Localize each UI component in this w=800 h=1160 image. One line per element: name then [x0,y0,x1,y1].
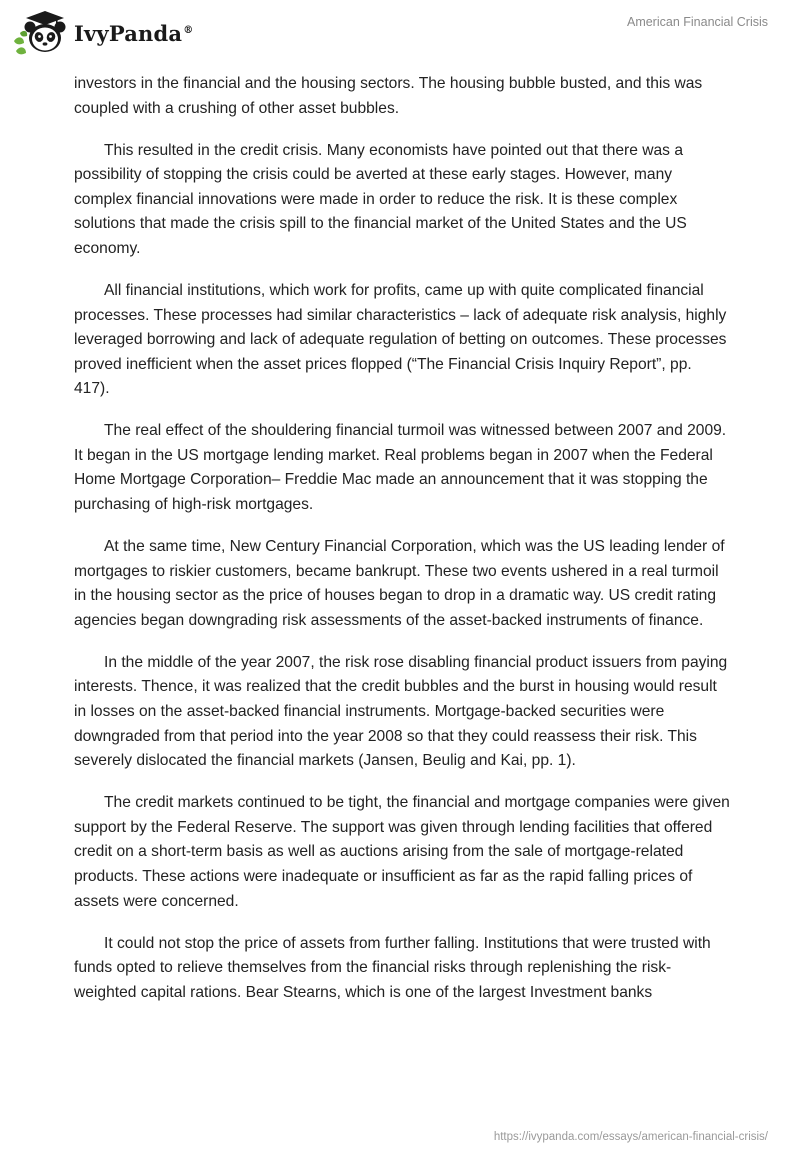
paragraph: investors in the financial and the housing sectors. The housing bubble busted, and this was coupled with a crushing of other asset bubbles. [74,75,703,117]
paragraph: It could not stop the price of assets from further falling. Institutions that were trusted with funds opted to relieve themselves from the financial risks through replenishing the risk-weighted capital rations. Bear Stearns, which is one of the largest Investment banks [74,934,711,1001]
paragraph: The credit markets continued to be tight, the financial and mortgage companies were given support by the Federal Reserve. The support was given through lending facilities that offered credit on a short-term basis as well as auctions arising from the sale of mortgage-related products. These actions were inadequate or insufficient as far as the rapid falling prices of assets were concerned. [74,794,730,910]
paragraph: All financial institutions, which work for profits, came up with quite complicated financial processes. These processes had similar characteristics – lack of adequate risk analysis, highly leveraged borrowing and lack of adequate regulation of betting on outcomes. These processes proved inefficient when the asset prices flopped (“The Financial Crisis Inquiry Report”, pp. 417). [74,281,727,398]
paragraph: This resulted in the credit crisis. Many economists have pointed out that there was a possibility of stopping the crisis could be averted at these early stages. However, many complex financial innovations were made in order to reduce the risk. It is these complex solutions that made the crisis spill to the financial market of the United States and the US economy. [74,141,687,257]
essay-body [74,72,730,1023]
source-url[interactable]: https://ivypanda.com/essays/american-financial-crisis/ [493,1131,768,1143]
paragraph: The real effect of the shouldering financial turmoil was witnessed between 2007 and 2009. It began in the US mortgage lending market. Real problems began in 2007 when the Federal Home Mortgage Corporation– Freddie Mac made an announcement that it was stopping the purchasing of high-risk mortgages. [74,422,727,514]
registered-mark: ® [183,24,194,36]
panda-mascot-icon [12,7,70,57]
paragraph: In the middle of the year 2007, the risk rose disabling financial product issuers from paying interests. Thence, it was realized that the credit bubbles and the burst in housing would result in losses on the asset-backed financial instruments. Mortgage-backed securities were downgraded from that period into the year 2008 so that they could reassess their risk. This severely dislocated the financial markets (Jansen, Beulig and Kai, pp. 1). [74,653,728,770]
document-title: American Financial Crisis [626,15,768,29]
page-header [0,0,800,64]
brand-name: IvyPanda® [74,20,194,46]
ivypanda-logo[interactable] [12,6,193,58]
paragraph: At the same time, New Century Financial Corporation, which was the US leading lender of mortgages to riskier customers, became bankrupt. These two events ushered in a real turmoil in the housing sector as the price of houses began to drop in a dramatic way. US credit rating agencies began downgrading risk assessments of the asset-backed instruments of finance. [74,538,725,629]
